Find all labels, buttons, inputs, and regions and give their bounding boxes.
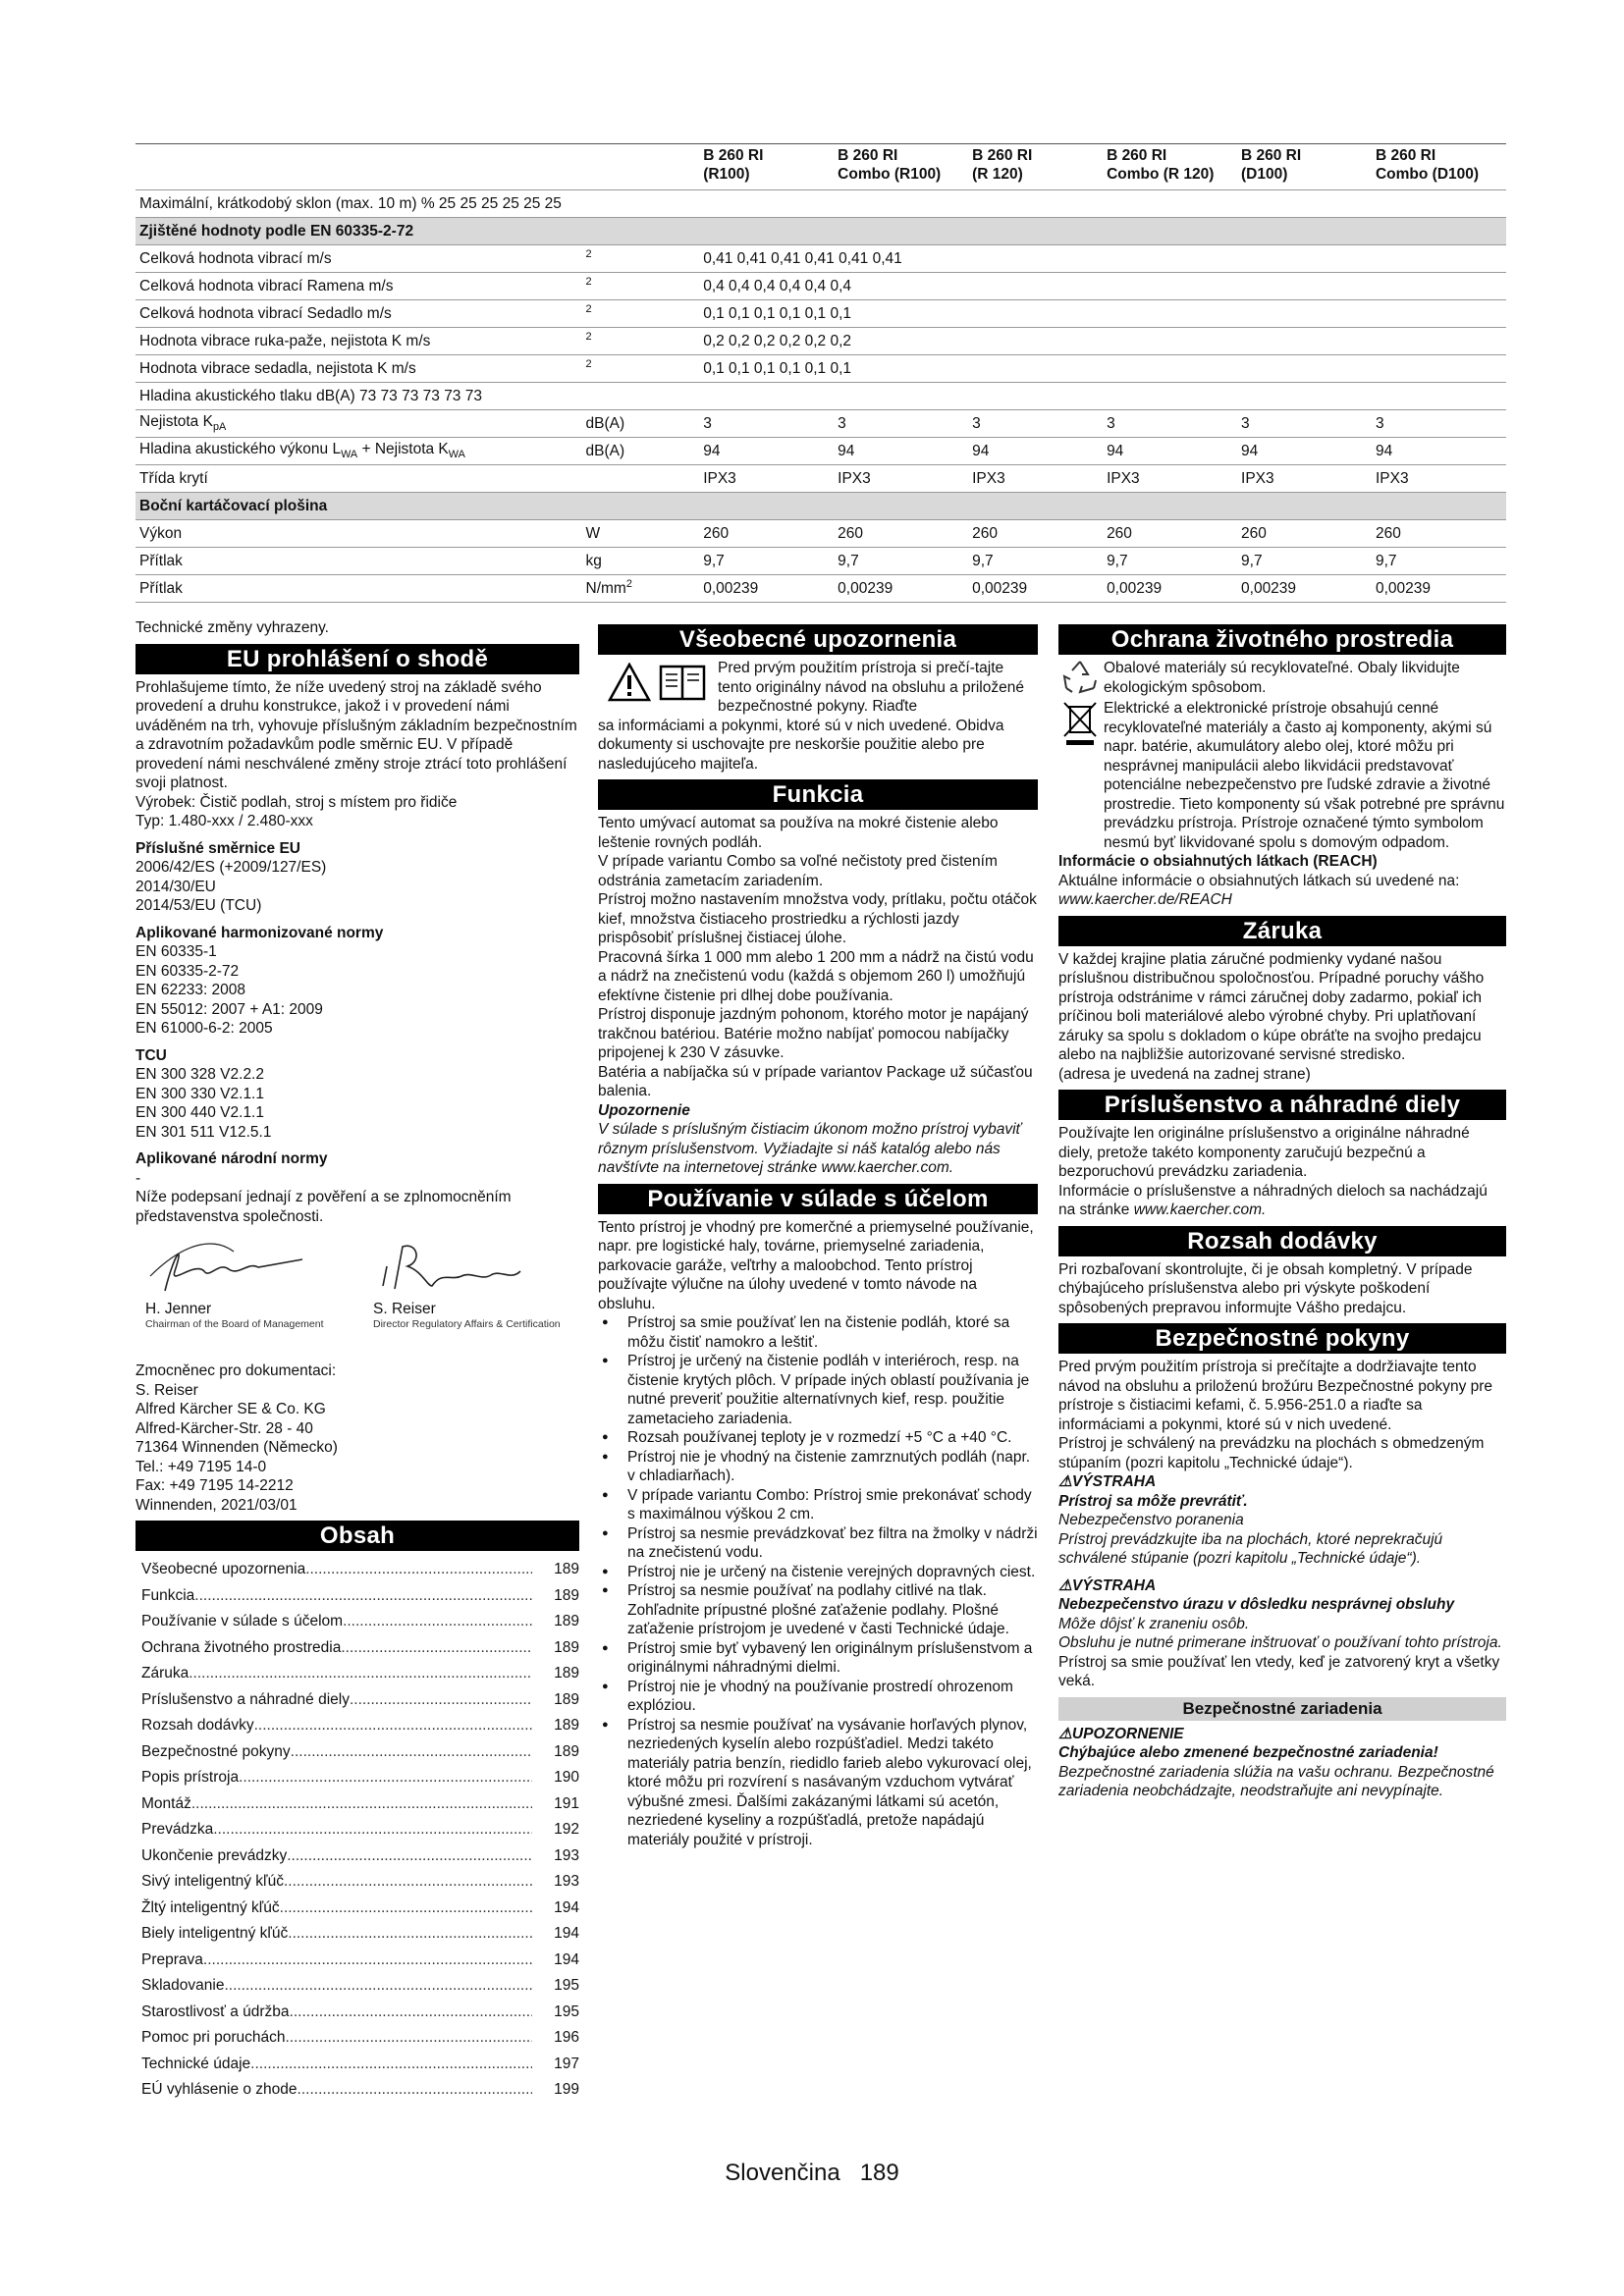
col-header-2b: Combo (R100) — [838, 166, 942, 183]
accessories-text-1: Používajte len originálne príslušenstvo a originálne náhradné diely, pretože takéto komponenty zaručujú bezpečnú a bezporuchovú prevádzku zariadenia. — [1058, 1125, 1470, 1180]
toc-item[interactable] — [135, 1791, 579, 1818]
signer-2-role: Director Regulatory Affairs & Certification — [373, 1318, 561, 1330]
vib-seat-values: 0,1 0,1 0,1 0,1 0,1 0,1 — [699, 300, 1506, 328]
kpa-value: 3 — [834, 410, 968, 438]
power-value: 260 — [1103, 520, 1237, 548]
norm-item: EN 61000-6-2: 2005 — [135, 1020, 273, 1037]
col-header-1b: (R100) — [703, 166, 750, 183]
toc-item-page: 192 — [554, 1821, 579, 1838]
toc-item-title: Skladovanie — [141, 1977, 225, 1994]
toc-item-title: Funkcia — [141, 1586, 195, 1604]
toc-item-title: Bezpečnostné pokyny — [141, 1742, 291, 1760]
general-notes-icons — [608, 663, 706, 702]
tcu-item: EN 301 511 V12.5.1 — [135, 1123, 272, 1141]
row-press-nmm — [135, 575, 1506, 603]
toc-item-page: 189 — [554, 1638, 579, 1656]
function-para: Pracovná šírka 1 000 mm alebo 1 200 mm a nádrž na čistú vodu a nádrž na znečistenú vodu (každá s objemom 260 l) umožňujú efektívne čistenie pri dlhej dobe používania. — [598, 948, 1034, 1004]
general-notes-text-a: Pred prvým použitím prístroja si prečí-tajte tento originálny návod na obsluhu a priložené bezpečnostné pokyny. Riaďte — [718, 660, 1024, 715]
press-nmm-value: 0,00239 — [699, 575, 834, 603]
footer-language: Slovenčina — [725, 2160, 840, 2186]
list-item: ● Prístroj smie byť vybavený len originálnym príslušenstvom a originálnymi náhradnými dielmi. — [598, 1639, 1038, 1678]
toc-item-page: 195 — [554, 2002, 579, 2020]
lwa-value: 94 — [968, 438, 1103, 465]
list-item: ● Prístroj sa nesmie používať na vysávanie horľavých plynov, nezriedených kyselín alebo rozpúšťadiel. Medzi takéto materiály patria benzín, riedidlo farieb alebo vykurovací olej, ktoré môžu pri rozvírení s nasávaným vzduchom vytvárať výbušné zmesi. Ďalšími zakázanými látkami sú acetón, nezriedené kyseliny a rozpúšťadlá, pretože napádajú materiály použité v prístroji. — [598, 1716, 1038, 1850]
warning-1-sub: Nebezpečenstvo poranenia — [1058, 1512, 1244, 1528]
col-header-2a: B 260 RI — [838, 147, 898, 164]
toc-item[interactable] — [135, 1609, 579, 1635]
toc-item-title: Záruka — [141, 1665, 189, 1682]
list-item: ● Prístroj sa nesmie používať na podlahy citlivé na tlak. Zohľadnite prípustné plošné zaťaženie podlahy. Plošné zaťaženie prístrojom je uvedené v časti Technické údaje. — [598, 1581, 1038, 1639]
toc-item-title: Popis prístroja — [141, 1769, 240, 1786]
lwa-value: 94 — [834, 438, 968, 465]
press-kg-value: 9,7 — [1237, 548, 1372, 575]
lwa-unit: dB(A) — [582, 438, 700, 465]
kpa-value: 3 — [1237, 410, 1372, 438]
note-text: V súlade s príslušným čistiacim úkonom možno prístroj vybaviť rôznym príslušenstvom. Vyžiadajte si náš katalóg alebo nás navštívte na internetovej stránke www.kaercher.com. — [598, 1121, 1022, 1176]
signature-reiser-icon — [373, 1232, 540, 1301]
toc-item-page: 193 — [554, 1846, 579, 1864]
toc-item-page: 189 — [554, 1690, 579, 1708]
caution-text: Bezpečnostné zariadenia slúžia na vašu ochranu. Bezpečnostné zariadenia neobchádzajte, neodstraňujte ani nevypínajte. — [1058, 1763, 1494, 1799]
row-lwa — [135, 438, 1506, 465]
crossed-bin-icon — [1060, 699, 1100, 746]
kpa-value: 3 — [699, 410, 834, 438]
signature-reiser — [373, 1232, 561, 1330]
toc-item-page: 191 — [554, 1794, 579, 1812]
spec-table — [135, 143, 1506, 603]
toc-item[interactable] — [135, 1557, 579, 1583]
warning-2-sub: Môže dôjsť k zraneniu osôb. — [1058, 1615, 1250, 1632]
vib-seat-k-label: Hodnota vibrace sedadla, nejistota K m/s — [135, 355, 582, 383]
toc-item-title: Žltý inteligentný kľúč — [141, 1898, 280, 1916]
tcu-title: TCU — [135, 1046, 167, 1064]
intended-use-list — [598, 1313, 1038, 1849]
power-value: 260 — [1237, 520, 1372, 548]
warning-2-title: Nebezpečenstvo úrazu v dôsledku nesprávnej obsluhy — [1058, 1596, 1455, 1613]
page-footer — [0, 2160, 1624, 2187]
table-of-contents — [135, 1557, 579, 2104]
signature-jenner — [145, 1232, 324, 1330]
toc-item-page: 196 — [554, 2029, 579, 2046]
lwa-value: 94 — [1372, 438, 1506, 465]
toc-item[interactable] — [135, 1869, 579, 1896]
address-line: Alfred-Kärcher-Str. 28 - 40 — [135, 1419, 313, 1437]
page-number: 189 — [859, 2160, 899, 2186]
row-vib-hand-k — [135, 328, 1506, 355]
list-item: ● Prístroj sa smie používať len na čistenie podláh, ktoré sa môžu čistiť namokro a leštiť. — [598, 1313, 1038, 1352]
warranty-heading: Záruka — [1058, 916, 1506, 946]
press-kg-label: Přítlak — [135, 548, 582, 575]
toc-item-title: Sivý inteligentný kľúč — [141, 1873, 284, 1890]
toc-item-title: Používanie v súlade s účelom — [141, 1613, 344, 1629]
environment-text-1: Obalové materiály sú recyklovateľné. Obaly likvidujte ekologickým spôsobom. — [1104, 660, 1460, 696]
section-vibration — [135, 218, 1506, 245]
eu-declaration-text: Prohlašujeme tímto, že níže uvedený stroj na základě svého provedení a druhu konstrukce, jakož i v provedení námi uváděném na trh, vyhovuje příslušným základním bezpečnostním a zdravotním požadavkům podle směrnic EU. V případě provedení námi neschválené změny stroje ztrácí toto prohlášení svoji platnost. — [135, 678, 577, 791]
warning-1-text: Prístroj prevádzkujte iba na plochách, ktoré neprekračujú schválené stúpanie (pozri kapitolu „Technické údaje“). — [1058, 1530, 1443, 1567]
toc-item-page: 194 — [554, 1950, 579, 1968]
kpa-label: Nejistota K — [139, 413, 213, 431]
press-nmm-value: 0,00239 — [968, 575, 1103, 603]
toc-item-title: Preprava — [141, 1950, 203, 1968]
vib-arm-values: 0,4 0,4 0,4 0,4 0,4 0,4 — [699, 273, 1506, 300]
national-norms-title: Aplikované národní normy — [135, 1150, 328, 1167]
environment-text-2: Elektrické a elektronické prístroje obsahujú cenné recyklovateľné materiály a často aj komponenty, akými sú napr. batérie, akumulátory alebo olej, ktoré môžu pri nesprávnej manipulácii alebo likvidácii predstavovať potenciálne nebezpečenstvo pre ľudské zdravie a životné prostredie. Tieto komponenty sú však potrebné pre správnu prevádzku prístroja. Prístroje označené týmto symbolom nesmú byť likvidované spolu s domovým odpadom. — [1104, 700, 1505, 851]
press-nmm-value: 0,00239 — [1237, 575, 1372, 603]
row-vib-seat — [135, 300, 1506, 328]
col-header-6a: B 260 RI — [1375, 147, 1436, 164]
toc-item-title: Ochrana životného prostredia — [141, 1638, 342, 1656]
col-header-3b: (R 120) — [972, 166, 1023, 183]
warranty-address-note: (adresa je uvedená na zadnej strane) — [1058, 1065, 1311, 1083]
type-line: Typ: 1.480-xxx / 2.480-xxx — [135, 813, 313, 829]
left-column — [135, 618, 579, 2104]
directives-title: Příslušné směrnice EU — [135, 839, 300, 857]
press-kg-value: 9,7 — [1372, 548, 1506, 575]
toc-item-page: 194 — [554, 1898, 579, 1916]
list-item: ● Prístroj sa nesmie prevádzkovať bez filtra na žmolky v nádrži na znečistenú vodu. — [598, 1524, 1038, 1563]
vib-total-label: Celková hodnota vibrací m/s — [135, 245, 582, 273]
max-slope-text: Maximální, krátkodobý sklon (max. 10 m) % 25 25 25 25 25 25 — [135, 190, 1506, 218]
warning-triangle-icon — [608, 663, 651, 702]
toc-item-title: Všeobecné upozornenia — [141, 1561, 306, 1577]
tcu-item: EN 300 440 V2.1.1 — [135, 1104, 264, 1121]
signer-1-name: H. Jenner — [145, 1301, 212, 1317]
toc-item-page: 189 — [554, 1717, 579, 1734]
address-line: Tel.: +49 7195 14-0 — [135, 1458, 267, 1475]
toc-item[interactable] — [135, 2025, 579, 2052]
accessories-text-2: Informácie o príslušenstve a náhradných dieloch sa nachádzajú na stránke — [1058, 1182, 1488, 1218]
warning-2-after: Prístroj sa smie používať len vtedy, keď je zatvorený kryt a všetky veká. — [1058, 1653, 1500, 1689]
environment-weee-block — [1058, 699, 1506, 852]
press-kg-value: 9,7 — [699, 548, 834, 575]
warning-1-label: VÝSTRAHA — [1071, 1473, 1157, 1490]
list-item: ● V prípade variantu Combo: Prístroj smie prekonávať schody s maximálnou výškou 2 cm. — [598, 1486, 1038, 1524]
middle-column — [598, 624, 1038, 1849]
lwa-value: 94 — [699, 438, 834, 465]
scope-of-delivery-text: Pri rozbaľovaní skontrolujte, či je obsah kompletný. V prípade chýbajúceho príslušenstva alebo pri výskyte poškodení spôsobených prepravou informujte Vášho predajcu. — [1058, 1260, 1473, 1316]
toc-item[interactable] — [135, 1948, 579, 1974]
tech-changes-note: Technické změny vyhrazeny. — [135, 619, 329, 636]
norm-item: EN 60335-1 — [135, 943, 217, 960]
toc-item[interactable] — [135, 2000, 579, 2026]
toc-item[interactable] — [135, 1687, 579, 1714]
toc-item-page: 194 — [554, 1925, 579, 1942]
list-item: ● Rozsah používanej teploty je v rozmedzí +5 °C a +40 °C. — [598, 1428, 1038, 1448]
spec-header-row — [135, 144, 1506, 190]
norm-item: EN 60335-2-72 — [135, 962, 240, 980]
toc-item-page: 199 — [554, 2081, 579, 2098]
toc-item[interactable] — [135, 1973, 579, 2000]
kpa-value: 3 — [968, 410, 1103, 438]
vib-seat-label: Celková hodnota vibrací Sedadlo m/s — [135, 300, 582, 328]
toc-item-title: Technické údaje — [141, 2055, 251, 2072]
press-kg-unit: kg — [582, 548, 700, 575]
kpa-sub: pA — [212, 421, 227, 434]
lwa-value: 94 — [1237, 438, 1372, 465]
function-para: Batéria a nabíjačka sú v prípade variantov Package už súčasťou balenia. — [598, 1063, 1033, 1099]
press-kg-value: 9,7 — [968, 548, 1103, 575]
ip-value: IPX3 — [1372, 465, 1506, 493]
safety-devices-heading: Bezpečnostné zariadenia — [1058, 1697, 1506, 1721]
toc-item[interactable] — [135, 2077, 579, 2104]
sound-pressure-text: Hladina akustického tlaku dB(A) 73 73 73 73 73 73 — [135, 383, 1506, 410]
address-line: Zmocněnec pro dokumentaci: — [135, 1362, 337, 1379]
ip-value: IPX3 — [1103, 465, 1237, 493]
national-norms-value: - — [135, 1169, 141, 1187]
col-header-3a: B 260 RI — [972, 147, 1033, 164]
list-item: ● Prístroj nie je vhodný na používanie prostredí ohrozenom explóziou. — [598, 1678, 1038, 1716]
toc-item-page: 189 — [554, 1613, 579, 1629]
warning-sign-icon: ⚠ — [1058, 1576, 1072, 1594]
environment-heading: Ochrana životného prostredia — [1058, 624, 1506, 655]
row-vib-arm — [135, 273, 1506, 300]
toc-item-page: 193 — [554, 1873, 579, 1890]
directive-item: 2014/53/EU (TCU) — [135, 897, 262, 914]
col-header-5a: B 260 RI — [1241, 147, 1302, 164]
ip-value: IPX3 — [968, 465, 1103, 493]
toc-item[interactable] — [135, 1661, 579, 1687]
warning-2-text: Obsluhu je nutné primerane inštruovať o používaní tohto prístroja. — [1058, 1634, 1502, 1651]
intended-use-heading: Používanie v súlade s účelom — [598, 1184, 1038, 1214]
row-power — [135, 520, 1506, 548]
power-value: 260 — [834, 520, 968, 548]
press-nmm-label: Přítlak — [135, 575, 582, 603]
accessories-link[interactable]: www.kaercher.com. — [1133, 1201, 1267, 1218]
intended-use-intro: Tento prístroj je vhodný pre komerčné a priemyselné používanie, napr. pre logistické haly, továrne, priemyselné zariadenia, parkovacie garáže, veľtrhy a maloobchod. Tento prístroj používajte výlučne na úlohy uvedené v tomto návode na obsluhu. — [598, 1218, 1034, 1312]
scope-of-delivery-heading: Rozsah dodávky — [1058, 1226, 1506, 1256]
vib-arm-label: Celková hodnota vibrací Ramena m/s — [135, 273, 582, 300]
toc-item-title: Starostlivosť a údržba — [141, 2002, 290, 2020]
press-nmm-value: 0,00239 — [1372, 575, 1506, 603]
right-column — [1058, 624, 1506, 1801]
vib-total-values: 0,41 0,41 0,41 0,41 0,41 0,41 — [699, 245, 1506, 273]
general-notes-text-b: sa informáciami a pokynmi, ktoré sú v nich uvedené. Obidva dokumenty si uschovajte pre neskoršie použitie alebo pre nasledujúceho majiteľa. — [598, 717, 1004, 773]
toc-item[interactable] — [135, 1921, 579, 1948]
ip-value: IPX3 — [834, 465, 968, 493]
safety-text-1: Pred prvým použitím prístroja si prečítajte a dodržiavajte tento návod na obsluhu a priloženú brožúru Bezpečnostné pokyny pre prístroje s čistiacimi kefami, č. 5.956-251.0 a riaďte sa informáciami a pokynmi, ktoré sú v nich uvedené. — [1058, 1359, 1493, 1433]
toc-item-title: Biely inteligentný kľúč — [141, 1925, 289, 1942]
vib-seat-k-values: 0,1 0,1 0,1 0,1 0,1 0,1 — [699, 355, 1506, 383]
row-vib-total — [135, 245, 1506, 273]
row-ip — [135, 465, 1506, 493]
tcu-item: EN 300 328 V2.2.2 — [135, 1066, 264, 1083]
toc-item-page: 189 — [554, 1561, 579, 1577]
safety-instructions-heading: Bezpečnostné pokyny — [1058, 1323, 1506, 1354]
directive-item: 2014/30/EU — [135, 878, 216, 895]
col-header-6b: Combo (D100) — [1375, 166, 1480, 183]
list-item: ● Prístroj nie je určený na čistenie verejných dopravných ciest. — [598, 1563, 1038, 1582]
toc-item-title: Prevádzka — [141, 1821, 214, 1838]
signature-jenner-icon — [145, 1232, 312, 1301]
function-para: V prípade variantu Combo sa voľné nečistoty pred čistením odstránia zametacím zariadením. — [598, 853, 998, 889]
toc-item[interactable] — [135, 1765, 579, 1791]
address-line: Alfred Kärcher SE & Co. KG — [135, 1401, 326, 1417]
row-vib-seat-k — [135, 355, 1506, 383]
lwa-label-a: Hladina akustického výkonu L — [139, 441, 342, 458]
reach-title: Informácie o obsiahnutých látkach (REACH) — [1058, 853, 1378, 870]
toc-item[interactable] — [135, 1739, 579, 1766]
general-notes-heading: Všeobecné upozornenia — [598, 624, 1038, 655]
toc-item[interactable] — [135, 1817, 579, 1843]
toc-item-title: Ukončenie prevádzky — [141, 1846, 288, 1864]
signed-text: Níže podepsaní jednají z pověření a se zplnomocněním představenstva společnosti. — [135, 1189, 512, 1225]
safety-text-2: Prístroj je schválený na prevádzku na plochách s obmedzeným stúpaním (pozri kapitolu „Technické údaje“). — [1058, 1435, 1485, 1471]
col-header-4b: Combo (R 120) — [1107, 166, 1215, 183]
power-unit: W — [582, 520, 700, 548]
ip-value: IPX3 — [699, 465, 834, 493]
lwa-label-b: + Nejistota K — [357, 441, 449, 458]
section-brush-title: Boční kartáčovací plošina — [135, 493, 1506, 520]
vib-arm-sup: 2 — [585, 275, 592, 288]
vib-seat-k-sup: 2 — [585, 357, 592, 370]
norm-item: EN 55012: 2007 + A1: 2009 — [135, 1000, 323, 1018]
toc-item-title: Pomoc pri poruchách — [141, 2029, 286, 2046]
col-header-5b: (D100) — [1241, 166, 1288, 183]
signer-2-name: S. Reiser — [373, 1301, 436, 1317]
row-kpa — [135, 410, 1506, 438]
reach-text: Aktuálne informácie o obsiahnutých látkach sú uvedené na: — [1058, 872, 1460, 889]
tcu-item: EN 300 330 V2.1.1 — [135, 1085, 264, 1102]
recycle-icon — [1060, 659, 1100, 696]
press-nmm-unit: N/mm — [585, 580, 626, 598]
row-sound-pressure — [135, 383, 1506, 410]
toc-item-page: 197 — [554, 2055, 579, 2072]
row-press-kg — [135, 548, 1506, 575]
col-header-1a: B 260 RI — [703, 147, 764, 164]
address-line: 71364 Winnenden (Německo) — [135, 1439, 338, 1456]
toc-item[interactable] — [135, 1896, 579, 1922]
warning-2-label: VÝSTRAHA — [1071, 1576, 1157, 1594]
address-line: Winnenden, 2021/03/01 — [135, 1496, 298, 1514]
norm-item: EN 62233: 2008 — [135, 982, 246, 998]
toc-item-page: 189 — [554, 1586, 579, 1604]
lwa-sub-b: WA — [448, 449, 465, 461]
section-vibration-title: Zjištěné hodnoty podle EN 60335-2-72 — [135, 218, 1506, 245]
signatures — [135, 1226, 579, 1354]
ip-unit — [582, 465, 700, 493]
toc-item-page: 189 — [554, 1665, 579, 1682]
lwa-sub-a: WA — [341, 449, 358, 461]
list-item: ● Prístroj je určený na čistenie podláh v interiéroch, resp. na čistenie krytých plôch. V prípade iných oblastí používania je nutné preveriť použitie alternatívnych kief, resp. použitie zametacieho zariadenia. — [598, 1352, 1038, 1428]
vib-total-sup: 2 — [585, 247, 592, 260]
toc-item-page: 189 — [554, 1742, 579, 1760]
kpa-value: 3 — [1372, 410, 1506, 438]
toc-item-page: 190 — [554, 1769, 579, 1786]
power-value: 260 — [1372, 520, 1506, 548]
toc-item-title: Montáž — [141, 1794, 191, 1812]
toc-item[interactable] — [135, 2052, 579, 2078]
press-nmm-value: 0,00239 — [1103, 575, 1237, 603]
warning-sign-icon: ⚠ — [1058, 1473, 1072, 1490]
ip-label: Třída krytí — [135, 465, 582, 493]
toc-item-title: EÚ vyhlásenie o zhode — [141, 2081, 298, 2098]
warranty-text: V každej krajine platia záručné podmienky vydané našou príslušnou distribučnou spoločnosťou. Prípadné poruchy vášho prístroja odstránime v rámci záručnej doby zadarmo, pokiaľ ich príčinou boli materiálové alebo výrobné chyby. Pri uplatňovaní záruky sa spolu s dokladom o kúpe obráťte na svojho predajcu alebo na najbližšie autorizované servisné stredisko. — [1058, 950, 1485, 1063]
vib-seat-sup: 2 — [585, 302, 592, 315]
accessories-heading: Príslušenstvo a náhradné diely — [1058, 1090, 1506, 1120]
directive-item: 2006/42/ES (+2009/127/ES) — [135, 859, 327, 876]
toc-item-page: 195 — [554, 1977, 579, 1994]
press-nmm-value: 0,00239 — [834, 575, 968, 603]
toc-item[interactable] — [135, 1583, 579, 1610]
section-brush — [135, 493, 1506, 520]
environment-recycle-block — [1058, 659, 1506, 697]
toc-item-title: Príslušenstvo a náhradné diely — [141, 1690, 350, 1708]
kpa-unit: dB(A) — [582, 410, 700, 438]
press-kg-value: 9,7 — [834, 548, 968, 575]
function-heading: Funkcia — [598, 779, 1038, 810]
address-line: S. Reiser — [135, 1381, 198, 1399]
list-item: ● Prístroj nie je vhodný na čistenie zamrznutých podláh (napr. v chladiarňach). — [598, 1448, 1038, 1486]
press-nmm-unit-sup: 2 — [625, 578, 632, 591]
toc-heading: Obsah — [135, 1521, 579, 1551]
vib-hand-k-label: Hodnota vibrace ruka-paže, nejistota K m/s — [135, 328, 582, 355]
toc-item[interactable] — [135, 1713, 579, 1739]
address-line: Fax: +49 7195 14-2212 — [135, 1477, 294, 1494]
ip-value: IPX3 — [1237, 465, 1372, 493]
vib-hand-k-sup: 2 — [585, 330, 592, 343]
eu-declaration-heading: EU prohlášení o shodě — [135, 644, 579, 674]
toc-item-title: Rozsah dodávky — [141, 1717, 254, 1734]
function-para: Prístroj možno nastavením množstva vody, prítlaku, počtu otáčok kief, množstva čistiaceho prostriedku a rýchlosti jazdy prispôsobiť príslušnej čistiacej úlohe. — [598, 891, 1037, 946]
signer-1-role: Chairman of the Board of Management — [145, 1318, 324, 1330]
manual-book-icon — [659, 663, 706, 702]
row-max-slope — [135, 190, 1506, 218]
function-para: Prístroj disponuje jazdným pohonom, ktorého motor je napájaný trakčnou batériou. Batérie možno nabíjať pomocou nabíjačky pripojenej k 230 V zásuvke. — [598, 1006, 1029, 1061]
product-line: Výrobek: Čistič podlah, stroj s místem pro řidiče — [135, 793, 458, 811]
toc-item[interactable] — [135, 1635, 579, 1662]
caution-sign-icon: ⚠ — [1058, 1725, 1072, 1742]
caution-title: Chýbajúce alebo zmenené bezpečnostné zariadenia! — [1058, 1744, 1438, 1761]
general-notes-block — [598, 659, 1038, 717]
note-title: Upozornenie — [598, 1101, 690, 1119]
power-value: 260 — [699, 520, 834, 548]
caution-label: UPOZORNENIE — [1071, 1725, 1184, 1742]
power-value: 260 — [968, 520, 1103, 548]
col-header-4a: B 260 RI — [1107, 147, 1167, 164]
norms-title: Aplikované harmonizované normy — [135, 924, 384, 941]
warning-1-title: Prístroj sa môže prevrátiť. — [1058, 1492, 1248, 1510]
toc-item[interactable] — [135, 1843, 579, 1870]
lwa-value: 94 — [1103, 438, 1237, 465]
vib-hand-k-values: 0,2 0,2 0,2 0,2 0,2 0,2 — [699, 328, 1506, 355]
reach-link[interactable]: www.kaercher.de/REACH — [1058, 891, 1232, 908]
function-para: Tento umývací automat sa používa na mokré čistenie alebo leštenie rovných podláh. — [598, 815, 999, 851]
press-kg-value: 9,7 — [1103, 548, 1237, 575]
kpa-value: 3 — [1103, 410, 1237, 438]
power-label: Výkon — [135, 520, 582, 548]
